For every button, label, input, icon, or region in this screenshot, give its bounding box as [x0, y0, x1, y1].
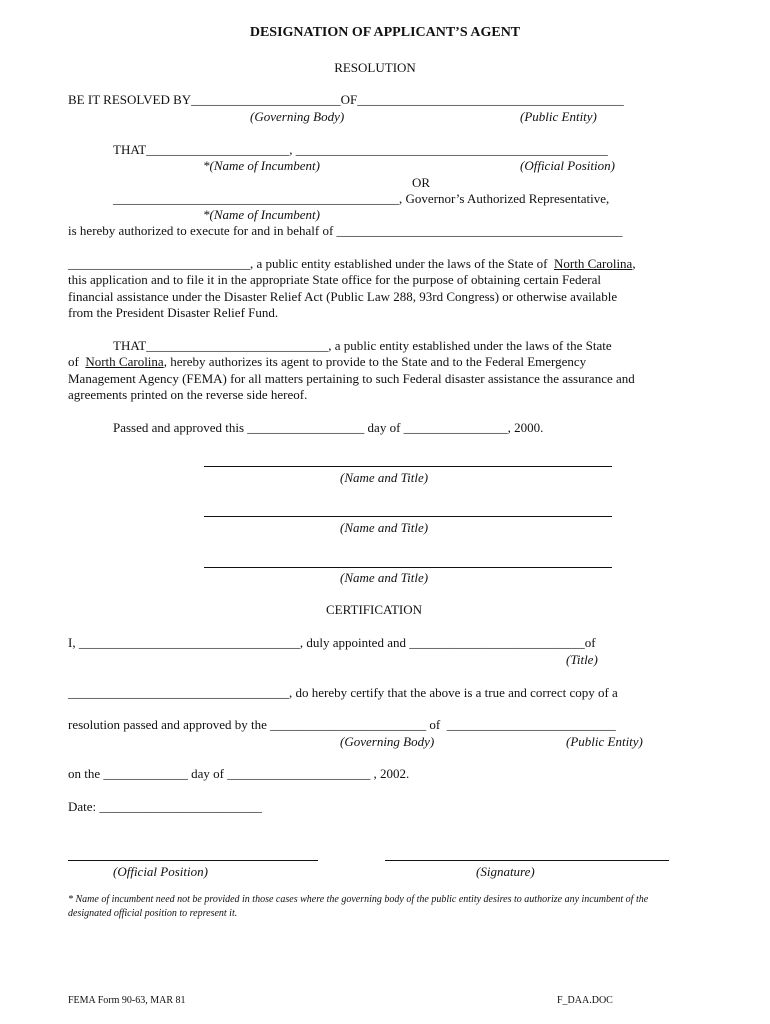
signature-line-2	[204, 516, 612, 517]
governing-body-caption: (Governing Body)	[250, 109, 345, 124]
authorized-line: is hereby authorized to execute for and in behalf of ____________________________________________	[68, 223, 623, 238]
name-of-incumbent-caption-2: *(Name of Incumbent)	[203, 207, 320, 222]
cert-line-2: __________________________________, do hereby certify that the above is a true and correct copy of a	[68, 685, 618, 700]
para2-line2-prefix: of	[68, 354, 86, 369]
para1-line1-suffix: ,	[632, 256, 636, 271]
certification-heading: CERTIFICATION	[326, 602, 422, 617]
or-text: OR	[412, 175, 431, 190]
passed-approved-line: Passed and approved this __________________ day of ________________, 2000.	[113, 420, 544, 435]
para1-line4: from the President Disaster Relief Fund.	[68, 305, 279, 320]
signature-line-1	[204, 466, 612, 467]
official-position-signature-line	[68, 860, 318, 861]
signature-line-3	[204, 567, 612, 568]
on-the-day-line: on the _____________ day of ______________________ , 2002.	[68, 766, 410, 781]
name-and-title-caption-2: (Name and Title)	[340, 520, 429, 535]
name-and-title-caption-1: (Name and Title)	[340, 470, 429, 485]
title-caption: (Title)	[566, 652, 598, 667]
para1-line3: financial assistance under the Disaster Relief Act (Public Law 288, 93rd Congress) or otherwise available	[68, 289, 618, 304]
name-and-title-caption-3: (Name and Title)	[340, 570, 429, 585]
para2-line3: Management Agency (FEMA) for all matters pertaining to such Federal disaster assistance the assurance and	[68, 371, 635, 386]
document-title: DESIGNATION OF APPLICANT’S AGENT	[249, 25, 521, 40]
para2-line1: THAT____________________________, a public entity established under the laws of the State	[113, 338, 612, 353]
cert-public-entity-caption: (Public Entity)	[566, 734, 643, 749]
resolved-line: BE IT RESOLVED BY_______________________OF_________________________________________	[68, 92, 624, 107]
cert-governing-body-caption: (Governing Body)	[340, 734, 435, 749]
para1-line2: this application and to file it in the appropriate State office for the purpose of obtaining certain Federal	[68, 272, 601, 287]
para2-line4: agreements printed on the reverse side hereof.	[68, 387, 308, 402]
date-line: Date: _________________________	[68, 799, 262, 814]
official-position-caption: (Official Position)	[520, 158, 615, 173]
footer-form-number: FEMA Form 90-63, MAR 81	[68, 995, 186, 1006]
cert-line-3: resolution passed and approved by the ________________________ of __________________________	[68, 717, 616, 732]
name-of-incumbent-caption: *(Name of Incumbent)	[203, 158, 320, 173]
para2-state: North Carolina	[85, 354, 164, 369]
footer-filename: F_DAA.DOC	[557, 995, 613, 1006]
public-entity-caption: (Public Entity)	[520, 109, 597, 124]
governor-representative-line: ____________________________________________, Governor’s Authorized Representative,	[113, 191, 610, 206]
para1-state: North Carolina	[553, 256, 633, 271]
para2-line2-suffix: , hereby authorizes its agent to provide to the State and to the Federal Emergency	[163, 354, 587, 369]
signature-line	[385, 860, 669, 861]
cert-line-1: I, __________________________________, duly appointed and ___________________________of	[68, 635, 596, 650]
para1-line1-prefix: ____________________________, a public entity established under the laws of the State of	[68, 256, 554, 271]
that-line: THAT______________________, ________________________________________________	[113, 142, 608, 157]
official-position-signature-caption: (Official Position)	[113, 864, 208, 879]
footnote: * Name of incumbent need not be provided in those cases where the governing body of the public entity desires to authorize any incumbent of the designated official position to represent it.	[68, 894, 649, 919]
signature-caption: (Signature)	[476, 864, 535, 879]
resolution-heading: RESOLUTION	[334, 60, 416, 75]
